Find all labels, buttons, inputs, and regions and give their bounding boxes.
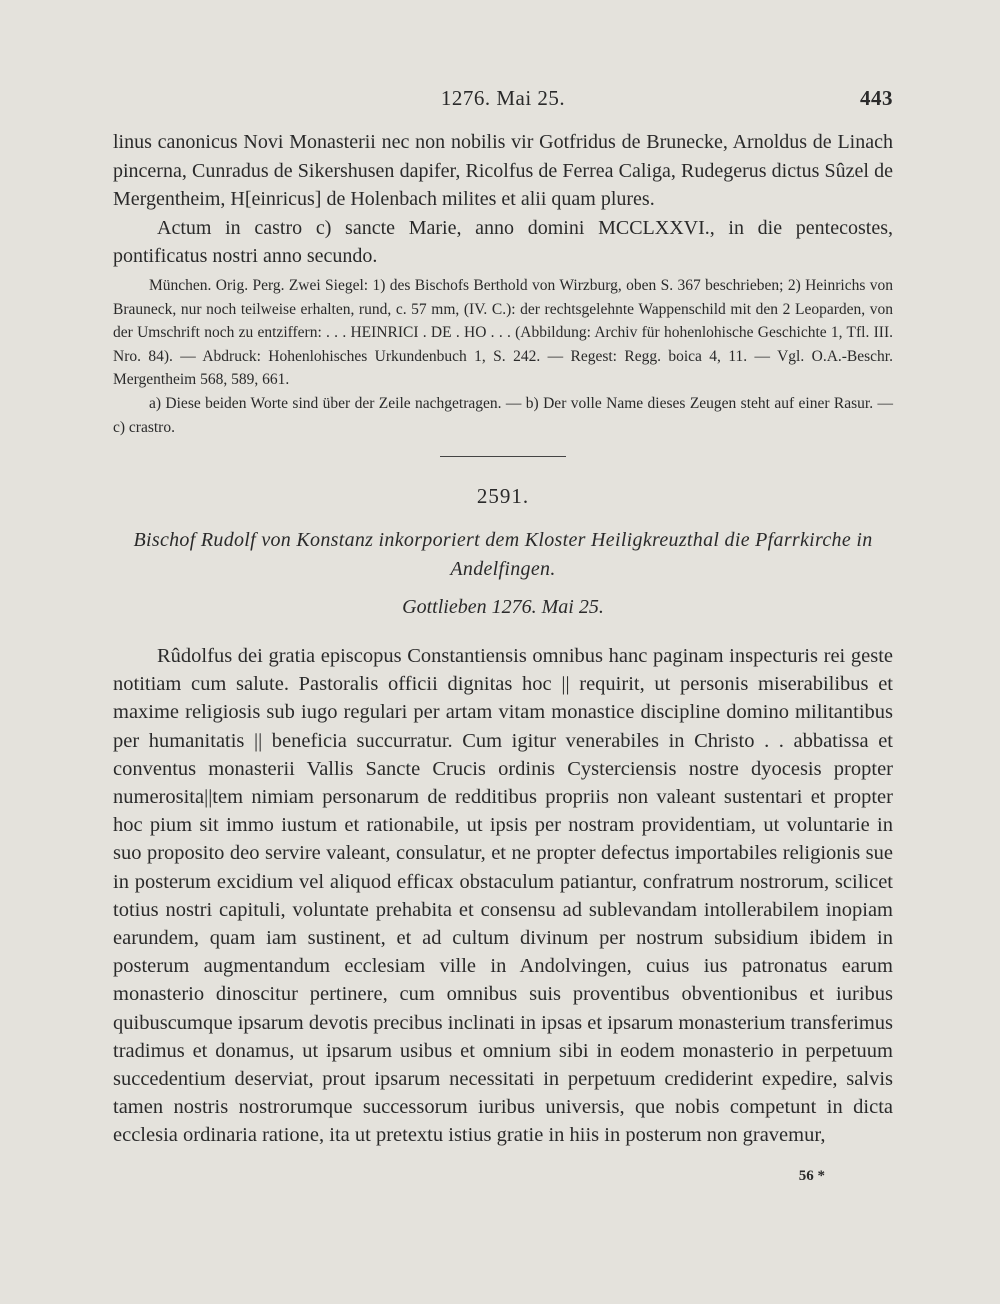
- document-page: [113, 0, 893, 1304]
- document-summary: Bischof Rudolf von Konstanz inkorporiert dem Kloster Heiligkreuzthal die Pfarrkirche in Andelfingen.: [133, 529, 873, 580]
- document-place-date: Gottlieben 1276. Mai 25.: [402, 596, 604, 618]
- signature-mark: 56 *: [798, 1168, 825, 1184]
- source-note: München. Orig. Perg. Zwei Siegel: 1) des Bischofs Berthold von Wirzburg, oben S. 367 beschrieben; 2) Heinrichs von Brauneck, nur noch teilweise erhalten, rund, c. 57 mm, (IV. C.): der rechtsgelehnte Wappenschild mit den 2 Leoparden, von der Umschrift noch zu entziffern: . . . HEINRICI . DE . HO . . . (Abbildung: Archiv für hohenlohische Geschichte 1, Tfl. III. Nro. 84). — Abdruck: Hohenlohisches Urkundenbuch 1, S. 242. — Regest: Regg. boica 4, 11. — Vgl. O.A.-Beschr. Mergentheim 568, 589, 661.: [113, 277, 893, 389]
- continuation-text: [113, 128, 893, 271]
- document-text: [113, 642, 893, 1150]
- document-number: 2591.: [476, 484, 530, 508]
- running-head: [113, 86, 893, 120]
- section-divider: [440, 456, 566, 457]
- source-notes: [113, 274, 893, 439]
- page-number: 443: [860, 86, 893, 110]
- document-paragraph: Rûdolfus dei gratia episcopus Constantiensis omnibus hanc paginam inspecturis rei geste notitiam cum salute. Pastoralis officii dignitas hoc || requirit, ut personis miserabilibus et maxime religiosis sub iugo regulari per artam vitam monastice discipline domino militantibus per humanitatis || beneficia succurratur. Cum igitur venerabiles in Christo . . abbatissa et conventus monasterii Vallis Sancte Crucis ordinis Cysterciensis nostre dyocesis propter numerosita||tem nimiam personarum de redditibus propriis non valeant sustentari et propter hoc pium sit immo iustum et rationabile, ut ipsis per nostram providentiam, ut voluntarie in suo proposito deo servire valeant, consulatur, et ne propter defectus importabiles religionis sue in posterum excidium vel aliquod efficax obstaculum patiantur, confratrum nostrorum, scilicet totius nostri capituli, voluntate prehabita et consensu ad sublevandam intollerabilem inopiam earundem, quam iam sustinent, et ad cultum divinum per nostrum subsidium ibidem in posterum augmentandum ecclesiam ville in Andolvingen, cuius ius patronatus earum monasterio dinoscitur pertinere, cum omnibus suis proventibus obventionibus et iuribus quibuscumque ipsarum devotis precibus inclinati in ipsas et ipsarum monasterium transferimus tradimus et donamus, ut ipsarum usibus et omnium sibi in eodem monasterio in perpetuum succedentium deserviat, prout ipsarum necessitati in perpetuum crediderint expedire, salvis tamen nostris nostrorumque successorum iuribus universis, que nobis competunt in dicta ecclesia ordinaria ratione, ita ut pretextu istius gratie in hiis in posterum non gravemur,: [113, 645, 893, 1147]
- actum-paragraph: Actum in castro c) sancte Marie, anno domini MCCLXXVI., in die pentecostes, pontificatus nostri anno secundo.: [113, 216, 893, 268]
- continuation-paragraph: linus canonicus Novi Monasterii nec non nobilis vir Gotfridus de Brunecke, Arnoldus de Linach pincerna, Cunradus de Sikershusen dapifer, Ricolfus de Ferrea Caliga, Rudegerus dictus Sûzel de Mergentheim, H[einricus] de Holenbach milites et alii quam plures.: [113, 131, 893, 211]
- running-head-date: 1276. Mai 25.: [440, 86, 566, 110]
- footnotes: a) Diese beiden Worte sind über der Zeile nachgetragen. — b) Der volle Name dieses Zeugen steht auf einer Rasur. — c) crastro.: [113, 394, 893, 436]
